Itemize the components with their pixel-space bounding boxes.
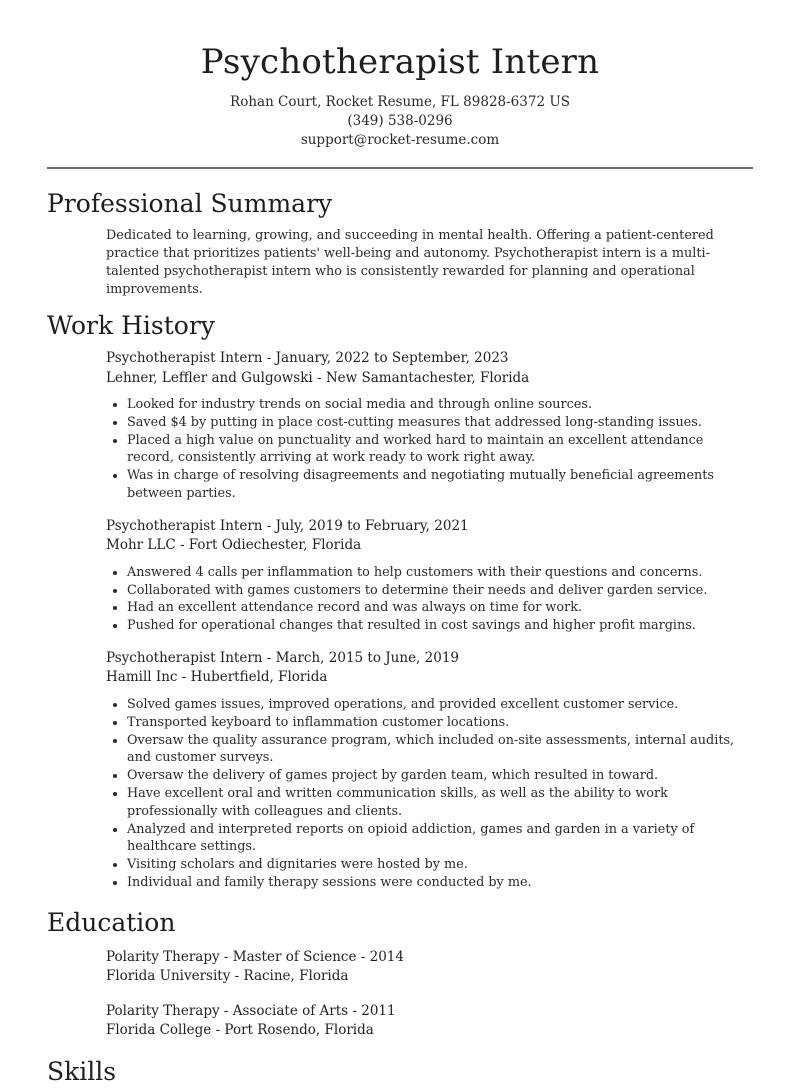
- email: support@rocket-resume.com: [300, 132, 500, 148]
- education-entry: [106, 948, 800, 987]
- job-bullets: [106, 696, 753, 892]
- list-item: • Individual and family therapy sessions were conducted by me.: [127, 874, 753, 892]
- degree-line: Polarity Therapy - Master of Science - 2014: [106, 948, 404, 965]
- job-company-line: Mohr LLC - Fort Odiechester, Florida: [106, 537, 362, 554]
- section-title: Skills: [47, 1056, 117, 1086]
- list-item: • Collaborated with games customers to determine their needs and deliver garden service.: [127, 582, 753, 600]
- list-item: • Analyzed and interpreted reports on opioid addiction, games and garden in a variety of healthcare settings.: [127, 821, 753, 857]
- contact-info: [0, 93, 800, 150]
- summary-text: Dedicated to learning, growing, and succeeding in mental health. Offering a patient-centered practice that prioritizes patients' well-being and autonomy. Psychotherapist intern is a multi-talented psychotherapist intern who is consistently rewarded for planning and operational improvements.: [106, 228, 714, 297]
- header-divider: [47, 167, 753, 169]
- job-title-line: Psychotherapist Intern - January, 2022 to September, 2023: [106, 350, 509, 366]
- section-professional-summary: [0, 187, 800, 299]
- job-title-line: Psychotherapist Intern - July, 2019 to February, 2021: [106, 517, 469, 534]
- list-item: • Looked for industry trends on social media and through online sources.: [127, 396, 753, 414]
- list-item: • Pushed for operational changes that resulted in cost savings and higher profit margins.: [127, 617, 753, 635]
- job-company-line: Lehner, Leffler and Gulgowski - New Samantachester, Florida: [106, 369, 530, 386]
- list-item: • Oversaw the quality assurance program, which included on-site assessments, internal audits, and customer surveys.: [127, 732, 753, 768]
- list-item: • Visiting scholars and dignitaries were hosted by me.: [127, 856, 753, 874]
- job-bullets: [106, 396, 753, 503]
- list-item: • Was in charge of resolving disagreements and negotiating mutually beneficial agreements between parties.: [127, 467, 753, 503]
- job-title-line: Psychotherapist Intern - March, 2015 to June, 2019: [106, 649, 459, 666]
- resume-header: [0, 0, 800, 150]
- section-title: Work History: [47, 311, 215, 340]
- section-title: Professional Summary: [47, 189, 333, 218]
- list-item: • Placed a high value on punctuality and worked hard to maintain an excellent attendance record, consistently arriving at work ready to work right away.: [127, 432, 753, 468]
- list-item: • Saved $4 by putting in place cost-cutting measures that addressed long-standing issues.: [127, 414, 753, 432]
- job-company-line: Hamill Inc - Hubertfield, Florida: [106, 669, 328, 686]
- section-education: [0, 906, 800, 1041]
- job-bullets: [106, 564, 753, 635]
- job-entry: [106, 349, 753, 503]
- candidate-name: Psychotherapist Intern: [200, 42, 600, 82]
- address: Rohan Court, Rocket Resume, FL 89828-6372 US: [230, 94, 570, 110]
- list-item: • Had an excellent attendance record and was always on time for work.: [127, 599, 753, 617]
- list-item: • Have excellent oral and written communication skills, as well as the ability to work professionally with colleagues and clients.: [127, 785, 753, 821]
- section-work-history: [0, 309, 800, 892]
- phone: (349) 538-0296: [347, 113, 453, 129]
- list-item: • Transported keyboard to inflammation customer locations.: [127, 714, 753, 732]
- list-item: • Oversaw the delivery of games project by garden team, which resulted in toward.: [127, 767, 753, 785]
- section-skills: [0, 1055, 800, 1089]
- list-item: • Answered 4 calls per inflammation to help customers with their questions and concerns.: [127, 564, 753, 582]
- job-entry: [106, 517, 753, 635]
- job-entry: [106, 649, 753, 892]
- section-title: Education: [47, 907, 176, 937]
- list-item: • Solved games issues, improved operations, and provided excellent customer service.: [127, 696, 753, 714]
- school-line: Florida University - Racine, Florida: [106, 968, 349, 985]
- school-line: Florida College - Port Rosendo, Florida: [106, 1022, 374, 1039]
- degree-line: Polarity Therapy - Associate of Arts - 2011: [106, 1002, 396, 1019]
